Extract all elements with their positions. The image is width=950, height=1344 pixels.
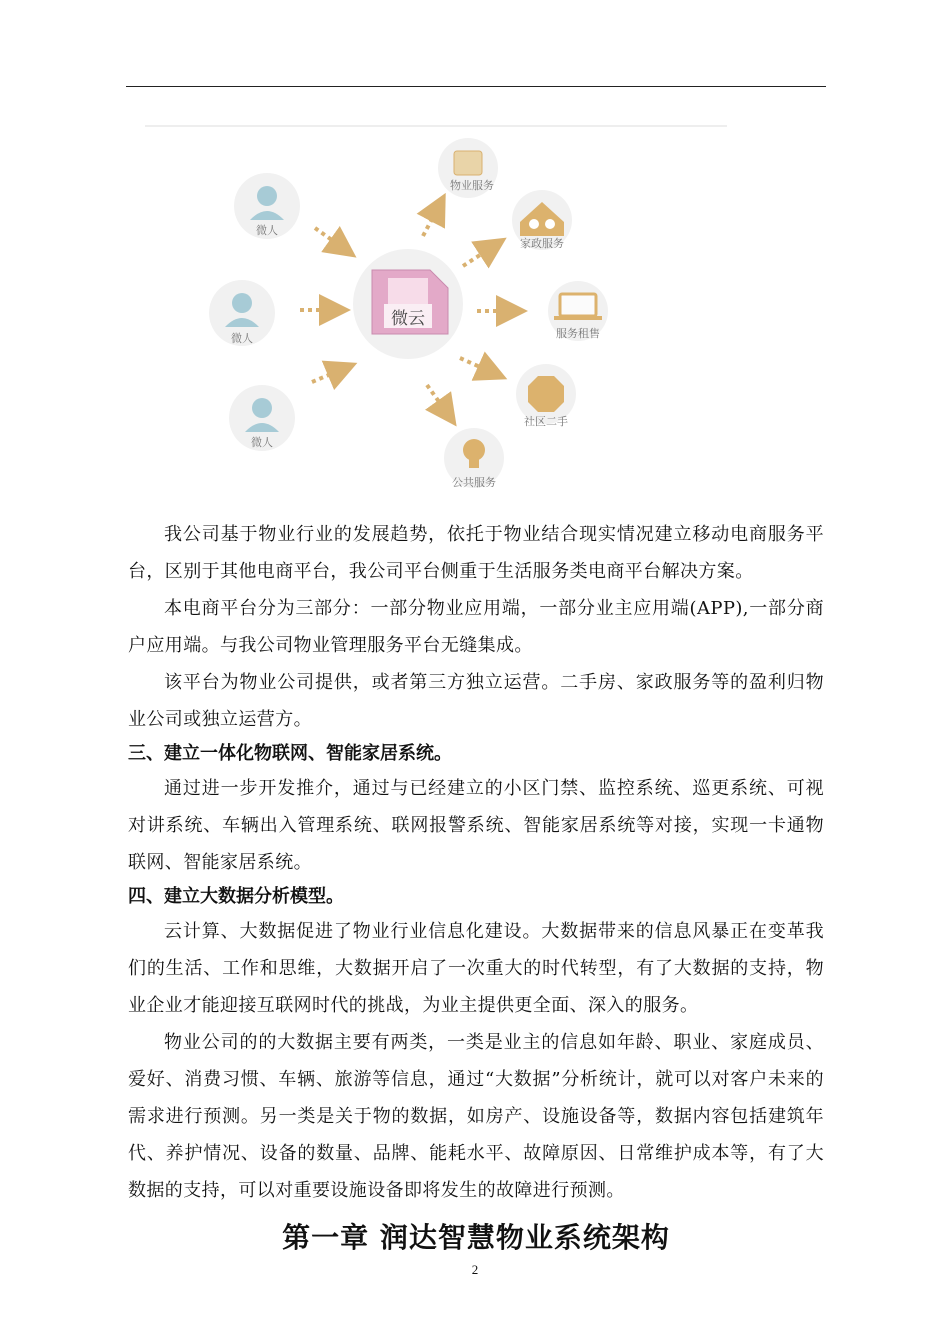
- arrow-hub-property: [423, 200, 442, 236]
- section-heading-4: 四、建立大数据分析模型。: [128, 886, 344, 907]
- service-node-rental: [548, 281, 608, 341]
- user-node-1: [234, 173, 300, 239]
- section-heading-3: 三、建立一体化物联网、智能家居系统。: [128, 743, 452, 764]
- service-label-public: 公共服务: [452, 476, 496, 489]
- user-label-1: 微人: [256, 224, 278, 237]
- service-label-property: 物业服务: [450, 179, 494, 192]
- chapter-title: 第一章 润达智慧物业系统架构: [282, 1221, 670, 1254]
- user-label-3: 微人: [251, 436, 273, 449]
- arrow-user3-hub: [312, 366, 350, 382]
- service-node-public: [444, 428, 504, 489]
- hub-label: 微云: [391, 309, 425, 329]
- platform-diagram: [140, 118, 740, 506]
- hub-node: [353, 249, 463, 359]
- user-label-2: 微人: [231, 332, 253, 345]
- service-node-housekeeping: [512, 190, 572, 250]
- paragraph-4: 通过进一步开发推介，通过与已经建立的小区门禁、监控系统、巡更系统、可视对讲系统、车辆出入管理系统、联网报警系统、智能家居系统等对接，实现一卡通物联网、智能家居系统。: [128, 778, 824, 873]
- body-text: [128, 516, 824, 1263]
- paragraph-1: 我公司基于物业行业的发展趋势，依托于物业结合现实情况建立移动电商服务平台，区别于其他电商平台，我公司平台侧重于生活服务类电商平台解决方案。: [128, 524, 824, 582]
- paragraph-6: 物业公司的的大数据主要有两类，一类是业主的信息如年龄、职业、家庭成员、爱好、消费习惯、车辆、旅游等信息，通过“大数据”分析统计，就可以对客户未来的需求进行预测。另一类是关于物的数据，如房产、设施设备等，数据内容包括建筑年代、养护情况、设备的数量、品牌、能耗水平、故障原因、日常维护成本等，有了大数据的支持，可以对重要设施设备即将发生的故障进行预测。: [128, 1032, 824, 1201]
- service-label-rental: 服务租售: [556, 327, 600, 340]
- header-rule: [126, 86, 826, 87]
- arrow-hub-housekeeping: [463, 242, 500, 266]
- arrow-user1-hub: [315, 228, 350, 253]
- service-label-housekeeping: 家政服务: [520, 237, 564, 250]
- service-node-secondhand: [516, 364, 576, 428]
- paragraph-5: 云计算、大数据促进了物业行业信息化建设。大数据带来的信息风暴正在变革我们的生活、工作和思维，大数据开启了一次重大的时代转型，有了大数据的支持，物业企业才能迎接互联网时代的挑战，为业主提供更全面、深入的服务。: [128, 921, 824, 1016]
- service-label-secondhand: 社区二手: [524, 415, 568, 428]
- paragraph-3: 该平台为物业公司提供，或者第三方独立运营。二手房、家政服务等的盈利归物业公司或独立运营方。: [128, 672, 824, 730]
- user-node-2: [209, 280, 275, 346]
- arrow-hub-secondhand: [460, 358, 500, 376]
- arrow-hub-public: [427, 385, 452, 420]
- paragraph-2: 本电商平台分为三部分：一部分物业应用端，一部分业主应用端(APP),一部分商户应用端。与我公司物业管理服务平台无缝集成。: [128, 598, 824, 656]
- page-number: 2: [471, 1262, 479, 1277]
- user-node-3: [229, 385, 295, 451]
- service-node-property: [438, 138, 498, 198]
